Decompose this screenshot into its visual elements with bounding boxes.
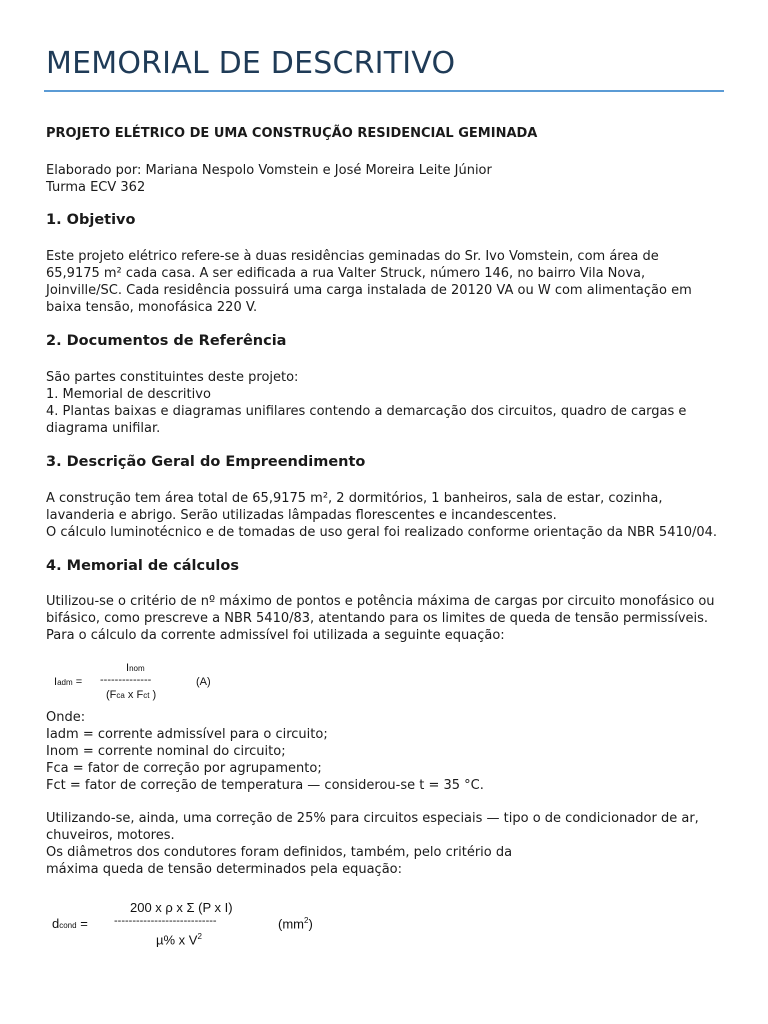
section-heading-objetivo: 1. Objetivo <box>46 212 136 228</box>
paragraph-line: Onde: <box>46 710 86 725</box>
paragraph-line: Utilizou-se o critério de nº máximo de pontos e potência máxima de cargas por circuito monofásico ou <box>46 594 715 609</box>
paragraph-line: chuveiros, motores. <box>46 828 175 843</box>
formula-unit: (A) <box>196 676 211 688</box>
formula-denominator: (Fca x Fct ) <box>106 689 157 701</box>
section-body-objetivo <box>46 248 726 316</box>
formula-fraction-bar: ---------------------------- <box>114 915 217 927</box>
definitions-block <box>46 709 726 794</box>
class-line: Turma ECV 362 <box>46 180 146 195</box>
document-title: MEMORIAL DE DESCRITIVO <box>46 46 456 81</box>
conductor-paragraph <box>46 810 726 878</box>
admissible-current-formula <box>54 662 254 702</box>
paragraph-line: Fca = fator de correção por agrupamento; <box>46 761 322 776</box>
paragraph-line: Fct = fator de correção de temperatura — considerou-se t = 35 °C. <box>46 778 484 793</box>
paragraph-line: Inom = corrente nominal do circuito; <box>46 744 286 759</box>
paragraph-line: Utilizando-se, ainda, uma correção de 25% para circuitos especiais — tipo o de condicionador de ar, <box>46 811 699 826</box>
author-line: Elaborado por: Mariana Nespolo Vomstein e José Moreira Leite Júnior <box>46 163 492 178</box>
paragraph-line: diagrama unifilar. <box>46 421 161 436</box>
section-body-calculos <box>46 593 726 644</box>
formula-fraction-bar: -------------- <box>100 674 152 686</box>
title-underline <box>44 90 724 92</box>
paragraph-line: 65,9175 m² cada casa. A ser edificada a rua Valter Struck, número 146, no bairro Vila Nova, <box>46 266 646 281</box>
project-subtitle: PROJETO ELÉTRICO DE UMA CONSTRUÇÃO RESIDENCIAL GEMINADA <box>46 126 538 141</box>
section-heading-calculos: 4. Memorial de cálculos <box>46 558 239 574</box>
conductor-diameter-formula <box>52 900 342 952</box>
section-body-documentos <box>46 369 726 437</box>
paragraph-line: Para o cálculo da corrente admissível foi utilizada a seguinte equação: <box>46 628 505 643</box>
paragraph-line: Os diâmetros dos condutores foram definidos, também, pelo critério da <box>46 845 513 860</box>
paragraph-line: 4. Plantas baixas e diagramas unifilares contendo a demarcação dos circuitos, quadro de cargas e <box>46 404 687 419</box>
author-block <box>46 162 726 196</box>
formula-unit: $(mm^2)$ <box>278 916 313 932</box>
section-heading-documentos: 2. Documentos de Referência <box>46 333 287 349</box>
formula-lhs: Iadm = <box>54 676 83 688</box>
paragraph-line: São partes constituintes deste projeto: <box>46 370 299 385</box>
paragraph-line: O cálculo luminotécnico e de tomadas de uso geral foi realizado conforme orientação da NBR 5410/04. <box>46 525 718 540</box>
paragraph-line: A construção tem área total de 65,9175 m², 2 dormitórios, 1 banheiros, sala de estar, cozinha, <box>46 491 663 506</box>
paragraph-line: 1. Memorial de descritivo <box>46 387 211 402</box>
paragraph-line: Este projeto elétrico refere-se à duas residências geminadas do Sr. Ivo Vomstein, com área de <box>46 249 659 264</box>
paragraph-line: Joinville/SC. Cada residência possuirá uma carga instalada de 20120 VA ou W com alimentação em <box>46 283 692 298</box>
section-heading-descricao: 3. Descrição Geral do Empreendimento <box>46 454 366 470</box>
formula-numerator: Inom <box>126 662 145 674</box>
formula-denominator: µ% x $V^2$ <box>156 932 202 948</box>
paragraph-line: máxima queda de tensão determinados pela equação: <box>46 862 402 877</box>
paragraph-line: Iadm = corrente admissível para o circuito; <box>46 727 328 742</box>
paragraph-line: baixa tensão, monofásica 220 V. <box>46 300 258 315</box>
formula-numerator: 200 x ρ x Σ (P x I) <box>130 900 233 915</box>
paragraph-line: lavanderia e abrigo. Serão utilizadas lâmpadas florescentes e incandescentes. <box>46 508 557 523</box>
section-body-descricao <box>46 490 726 541</box>
paragraph-line: bifásico, como prescreve a NBR 5410/83, atentando para os limites de queda de tensão permissíveis. <box>46 611 709 626</box>
formula-lhs: dcond = <box>52 916 88 931</box>
